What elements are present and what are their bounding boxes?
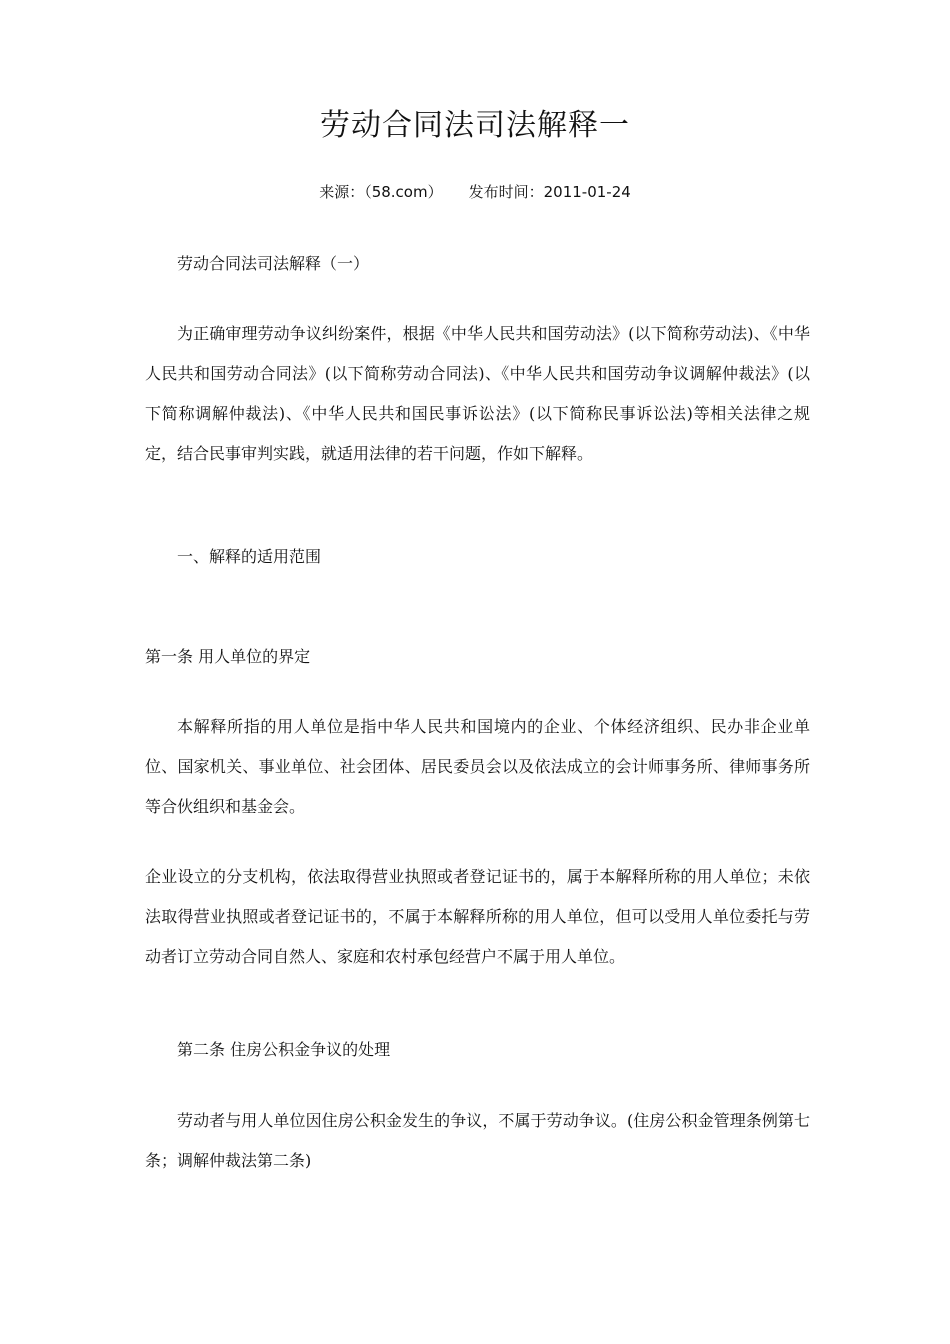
article-1-heading: 第一条 用人单位的界定	[145, 647, 311, 666]
document-title: 劳动合同法司法解释一	[320, 108, 630, 143]
source-label: 来源：（58.com）	[319, 183, 443, 201]
publish-date: 发布时间：2011-01-24	[468, 183, 631, 201]
section-heading: 一、解释的适用范围	[177, 547, 322, 566]
intro-paragraph: 为正确审理劳动争议纠纷案件，根据《中华人民共和国劳动法》(以下简称劳动法)、《中华人民共和国劳动合同法》(以下简称劳动合同法)、《中华人民共和国劳动争议调解仲裁法》(以下简称调解仲裁法)、《中华人民共和国民事诉讼法》(以下简称民事诉讼法)等相关法律之规定，结合民事审判实践，就适用法律的若干问题，作如下解释。	[145, 324, 810, 463]
document-meta	[0, 180, 950, 204]
article-2-body: 劳动者与用人单位因住房公积金发生的争议，不属于劳动争议。(住房公积金管理条例第七条；调解仲裁法第二条)	[145, 1111, 810, 1170]
subtitle-paragraph: 劳动合同法司法解释（一）	[177, 254, 370, 273]
article-2-heading: 第二条 住房公积金争议的处理	[177, 1040, 391, 1059]
article-1-body-continued: 企业设立的分支机构，依法取得营业执照或者登记证书的，属于本解释所称的用人单位；未依法取得营业执照或者登记证书的，不属于本解释所称的用人单位，但可以受用人单位委托与劳动者订立劳动合同自然人、家庭和农村承包经营户不属于用人单位。	[145, 867, 810, 966]
article-1-body: 本解释所指的用人单位是指中华人民共和国境内的企业、个体经济组织、民办非企业单位、国家机关、事业单位、社会团体、居民委员会以及依法成立的会计师事务所、律师事务所等合伙组织和基金会。	[145, 717, 810, 816]
